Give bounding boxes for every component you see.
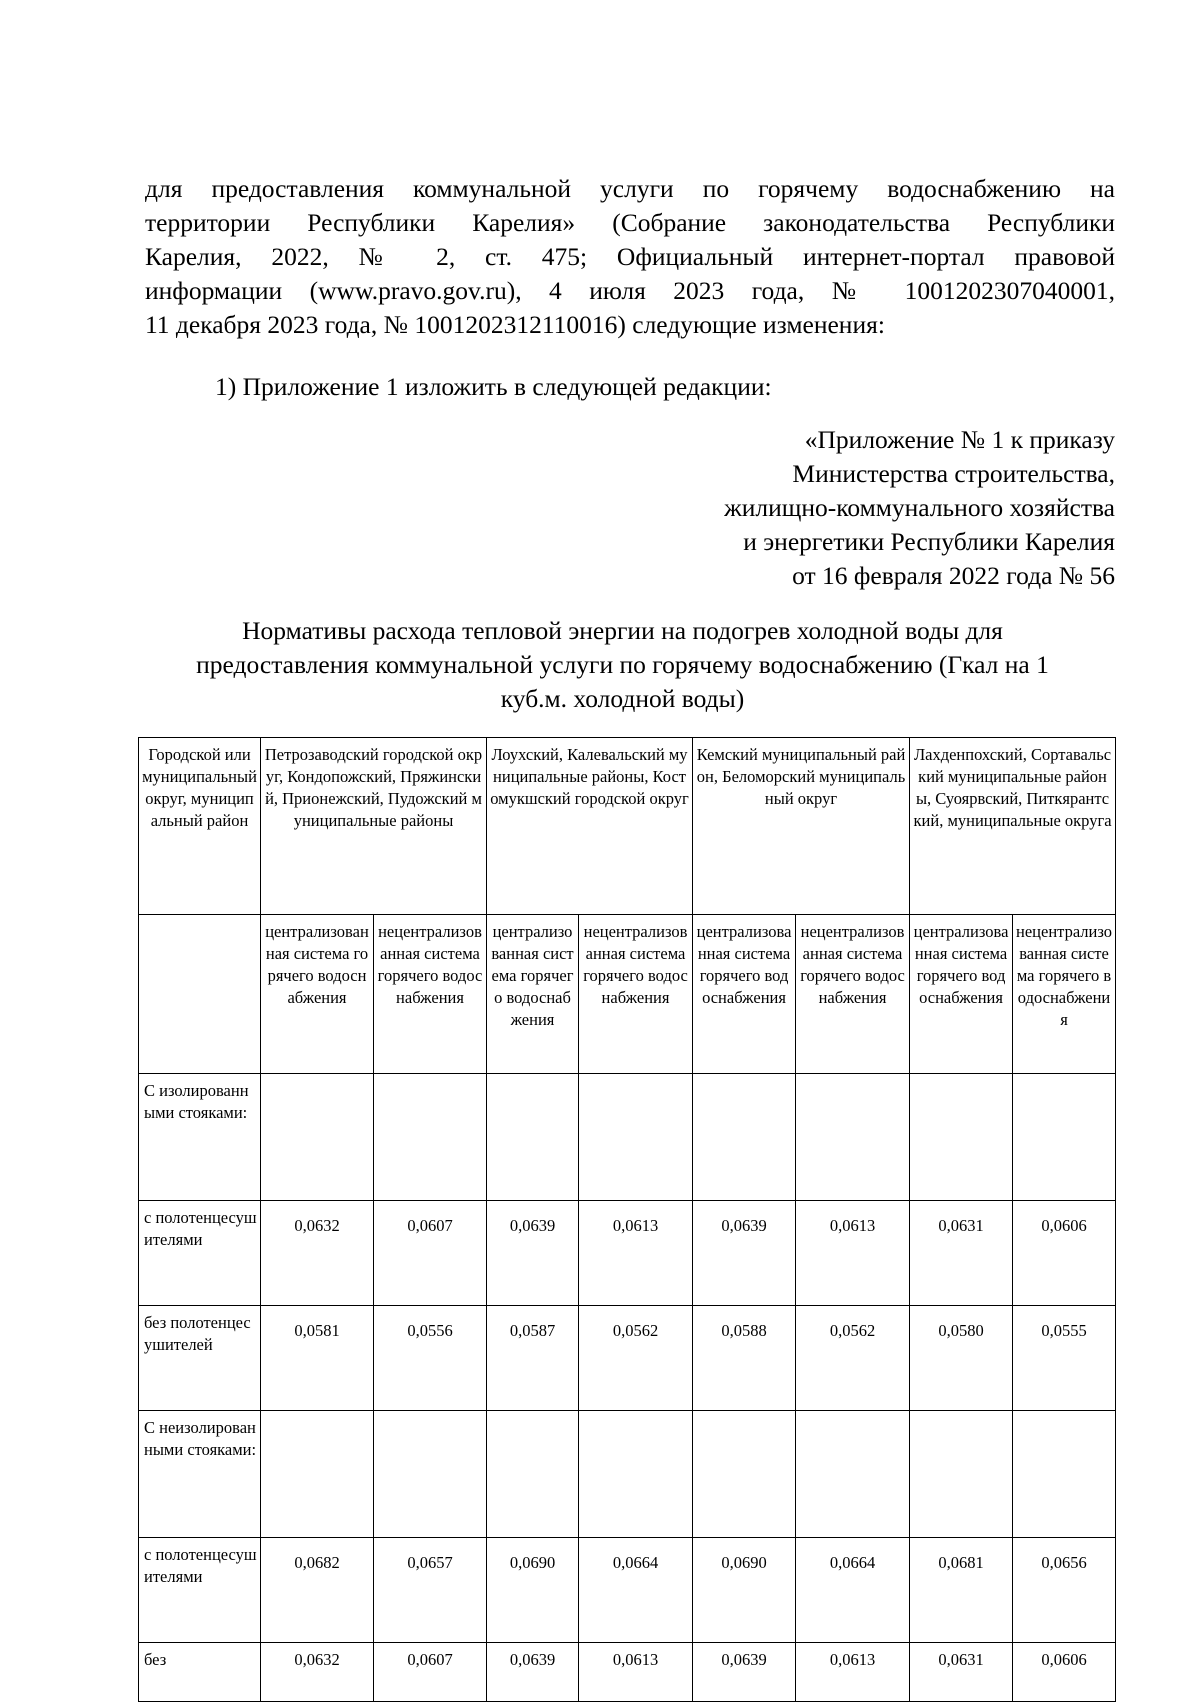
value-cell: 0,0639: [487, 1643, 579, 1702]
empty-cell: [139, 915, 261, 1074]
appendix-header: [724, 423, 1115, 593]
value-cell: 0,0631: [910, 1201, 1013, 1306]
value-cell: 0,0613: [579, 1201, 693, 1306]
value-cell: 0,0555: [1013, 1306, 1116, 1411]
value-cell: [910, 1411, 1013, 1538]
value-cell: 0,0607: [374, 1201, 487, 1306]
intro-line: 11 декабря 2023 года, № 1001202312110016) следующие изменения:: [145, 310, 885, 339]
row-label: С неизолированными стояками:: [139, 1411, 261, 1538]
intro-line: информации (www.pravo.gov.ru), 4 июля 2023 года, № 1001202307040001,: [145, 276, 1115, 305]
row-label: с полотенцесушителями: [139, 1201, 261, 1306]
value-cell: 0,0562: [579, 1306, 693, 1411]
appendix-line: жилищно-коммунального хозяйства: [724, 493, 1115, 522]
value-cell: 0,0664: [796, 1538, 910, 1643]
value-cell: 0,0631: [910, 1643, 1013, 1702]
value-cell: [910, 1074, 1013, 1201]
subheader-cell: нецентрализованная система горячего водоснабжения: [1013, 915, 1116, 1074]
value-cell: [261, 1411, 374, 1538]
subheader-cell: централизованная система горячего водоснабжения: [487, 915, 579, 1074]
value-cell: [693, 1411, 796, 1538]
subheader-cell: нецентрализованная система горячего водоснабжения: [796, 915, 910, 1074]
subheader-cell: централизованная система горячего водоснабжения: [910, 915, 1013, 1074]
value-cell: [374, 1411, 487, 1538]
value-cell: 0,0588: [693, 1306, 796, 1411]
row-label: С изолированными стояками:: [139, 1074, 261, 1201]
table-row: [139, 1643, 1116, 1702]
value-cell: 0,0632: [261, 1643, 374, 1702]
title-line: предоставления коммунальной услуги по горячему водоснабжению (Гкал на 1: [196, 650, 1049, 679]
value-cell: 0,0664: [579, 1538, 693, 1643]
row-label: с полотенцесушителями: [139, 1538, 261, 1643]
group-header: Лоухский, Калевальский муниципальные районы, Костомукшский городской округ: [487, 738, 693, 915]
subheader-cell: нецентрализованная система горячего водоснабжения: [579, 915, 693, 1074]
title-line: куб.м. холодной воды): [500, 684, 745, 713]
table-row: [139, 1538, 1116, 1643]
corner-header: Городской или муниципальный округ, муниципальный район: [139, 738, 261, 915]
group-header: Петрозаводский городской округ, Кондопожский, Пряжинский, Прионежский, Пудожский муниципальные районы: [261, 738, 487, 915]
value-cell: 0,0639: [693, 1643, 796, 1702]
value-cell: 0,0682: [261, 1538, 374, 1643]
value-cell: [796, 1074, 910, 1201]
value-cell: 0,0656: [1013, 1538, 1116, 1643]
value-cell: 0,0657: [374, 1538, 487, 1643]
group-header-row: [139, 738, 1116, 915]
title-line: Нормативы расхода тепловой энергии на подогрев холодной воды для: [242, 616, 1003, 645]
value-cell: [487, 1411, 579, 1538]
amendment-item-1: 1) Приложение 1 изложить в следующей редакции:: [215, 372, 772, 401]
intro-paragraph: [145, 172, 1115, 342]
table-row: [139, 1074, 1116, 1201]
value-cell: [796, 1411, 910, 1538]
value-cell: 0,0613: [579, 1643, 693, 1702]
value-cell: 0,0580: [910, 1306, 1013, 1411]
table-row: [139, 1411, 1116, 1538]
intro-line: Карелия, 2022, № 2, ст. 475; Официальный интернет-портал правовой: [145, 242, 1115, 271]
group-header: Кемский муниципальный район, Беломорский муниципальный округ: [693, 738, 910, 915]
intro-line: для предоставления коммунальной услуги по горячему водоснабжению на: [145, 174, 1115, 203]
value-cell: 0,0607: [374, 1643, 487, 1702]
appendix-line: и энергетики Республики Карелия: [743, 527, 1115, 556]
value-cell: 0,0639: [693, 1201, 796, 1306]
subheader-cell: централизованная система горячего водоснабжения: [261, 915, 374, 1074]
value-cell: [579, 1411, 693, 1538]
appendix-line: «Приложение № 1 к приказу: [804, 425, 1115, 454]
intro-line: территории Республики Карелия» (Собрание законодательства Республики: [145, 208, 1115, 237]
value-cell: 0,0690: [487, 1538, 579, 1643]
value-cell: 0,0581: [261, 1306, 374, 1411]
appendix-line: Министерства строительства,: [792, 459, 1115, 488]
value-cell: 0,0690: [693, 1538, 796, 1643]
value-cell: [1013, 1411, 1116, 1538]
value-cell: 0,0556: [374, 1306, 487, 1411]
subheader-row: [139, 915, 1116, 1074]
subheader-cell: нецентрализованная система горячего водоснабжения: [374, 915, 487, 1074]
table-row: [139, 1201, 1116, 1306]
value-cell: 0,0639: [487, 1201, 579, 1306]
value-cell: [693, 1074, 796, 1201]
value-cell: 0,0613: [796, 1643, 910, 1702]
value-cell: 0,0606: [1013, 1643, 1116, 1702]
value-cell: 0,0587: [487, 1306, 579, 1411]
value-cell: 0,0613: [796, 1201, 910, 1306]
norms-table: [138, 737, 1116, 1702]
value-cell: [487, 1074, 579, 1201]
value-cell: 0,0632: [261, 1201, 374, 1306]
subheader-cell: централизованная система горячего водоснабжения: [693, 915, 796, 1074]
row-label: без полотенцесушителей: [139, 1306, 261, 1411]
group-header: Лахденпохский, Сортавальский муниципальные районы, Суоярвский, Питкярантский, муниципальные округа: [910, 738, 1116, 915]
appendix-line: от 16 февраля 2022 года № 56: [792, 561, 1115, 590]
table-title: [140, 614, 1105, 716]
value-cell: [261, 1074, 374, 1201]
value-cell: [374, 1074, 487, 1201]
value-cell: 0,0681: [910, 1538, 1013, 1643]
value-cell: 0,0606: [1013, 1201, 1116, 1306]
value-cell: [1013, 1074, 1116, 1201]
value-cell: [579, 1074, 693, 1201]
value-cell: 0,0562: [796, 1306, 910, 1411]
table-row: [139, 1306, 1116, 1411]
row-label: без: [139, 1643, 261, 1702]
